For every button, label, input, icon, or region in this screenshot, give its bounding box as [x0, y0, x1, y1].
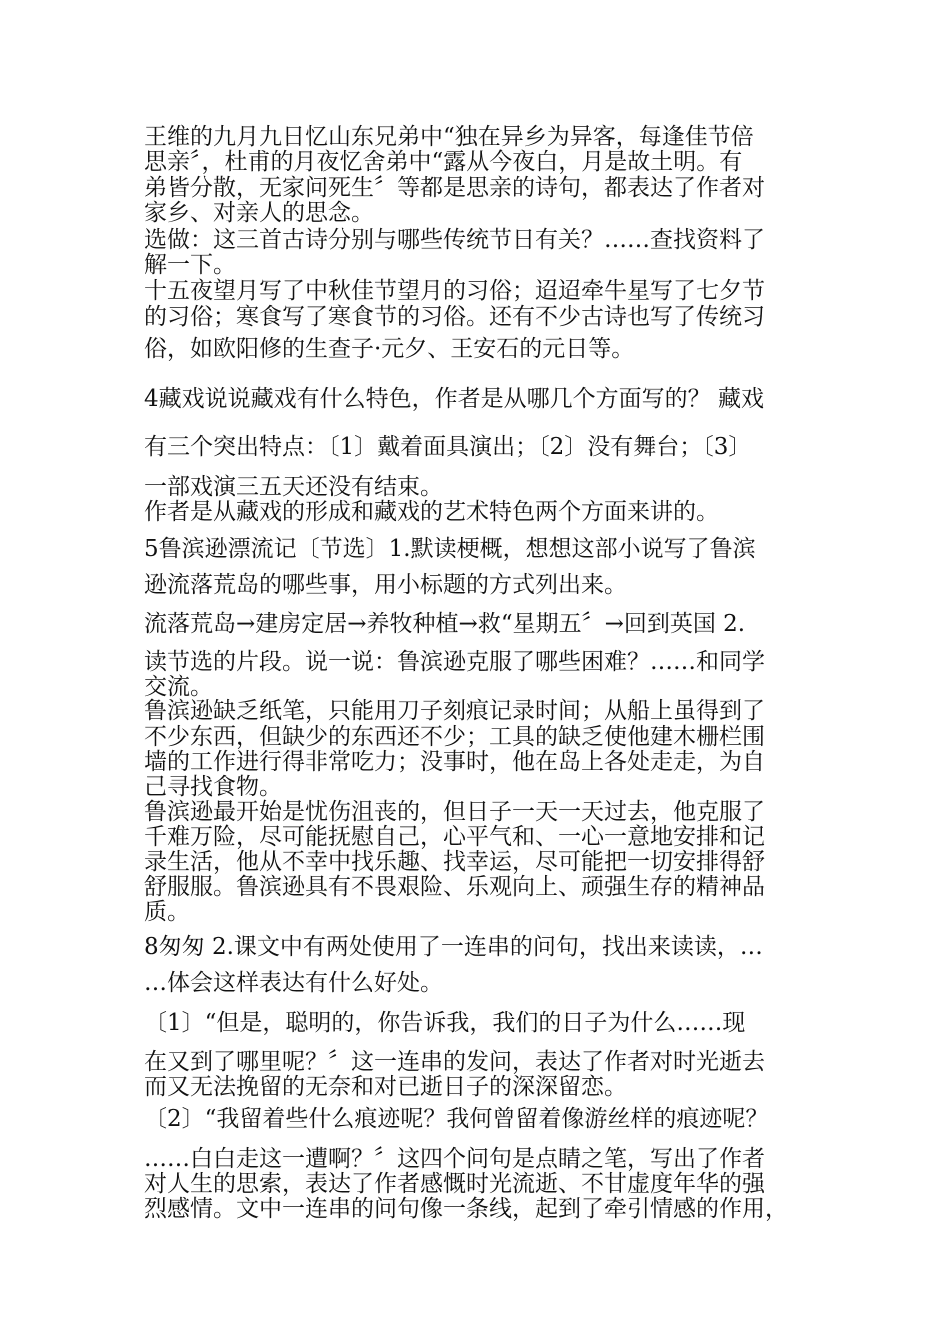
text-line: 8匆匆 2.课文中有两处使用了一连串的问句，找出来读读，… — [144, 934, 763, 960]
text-line: 而又无法挽留的无奈和对已逝日子的深深留恋。 — [144, 1074, 627, 1100]
text-line: 墙的工作进行得非常吃力；没事时，他在岛上各处走走，为自 — [144, 749, 765, 775]
text-line: 千难万险，尽可能抚慰自己，心平气和、一心一意地安排和记 — [144, 824, 765, 850]
text-line: ……白白走这一遭啊？〞这四个问句是点睛之笔，写出了作者 — [144, 1146, 765, 1172]
text-line: 对人生的思索，表达了作者感慨时光流逝、不甘虚度年华的强 — [144, 1171, 765, 1197]
text-line: 思亲〞，杜甫的月夜忆舍弟中“露从今夜白，月是故土明。有 — [144, 149, 743, 175]
text-line: 俗，如欧阳修的生查子·元夕、王安石的元日等。 — [144, 336, 635, 362]
text-line: 流落荒岛→建房定居→养牧种植→救“星期五〞→回到英国 2. — [144, 611, 746, 637]
text-line: 己寻找食物。 — [144, 774, 282, 800]
text-line: 质。 — [144, 899, 190, 925]
text-line: 王维的九月九日忆山东兄弟中“独在异乡为异客，每逢佳节倍 — [144, 124, 754, 150]
text-line: 十五夜望月写了中秋佳节望月的习俗；迢迢牵牛星写了七夕节 — [144, 278, 765, 304]
text-line: 5鲁滨逊漂流记〔节选〕1.默读梗概，想想这部小说写了鲁滨 — [144, 536, 756, 562]
text-line: 选做：这三首古诗分别与哪些传统节日有关？……查找资料了 — [144, 227, 765, 253]
text-line: 舒服服。鲁滨逊具有不畏艰险、乐观向上、顽强生存的精神品 — [144, 874, 765, 900]
text-line: 不少东西，但缺少的东西还不少；工具的缺乏使他建木栅栏围 — [144, 724, 765, 750]
text-line: 逊流落荒岛的哪些事，用小标题的方式列出来。 — [144, 572, 627, 598]
text-line: 读节选的片段。说一说：鲁滨逊克服了哪些困难？……和同学 — [144, 649, 765, 675]
text-line: 录生活，他从不幸中找乐趣、找幸运，尽可能把一切安排得舒 — [144, 849, 765, 875]
text-line: 〔1〕“但是，聪明的，你告诉我，我们的日子为什么……现 — [144, 1010, 746, 1036]
text-line: 在又到了哪里呢？〞这一连串的发问，表达了作者对时光逝去 — [144, 1049, 765, 1075]
text-line: 弟皆分散，无家问死生〞等都是思亲的诗句，都表达了作者对 — [144, 175, 765, 201]
text-line: 4藏戏说说藏戏有什么特色，作者是从哪几个方面写的？ 藏戏 — [144, 386, 764, 412]
text-line: 鲁滨逊缺乏纸笔，只能用刀子刻痕记录时间；从船上虽得到了 — [144, 698, 765, 724]
text-line: 解一下。 — [144, 252, 236, 278]
text-line: 家乡、对亲人的思念。 — [144, 200, 374, 226]
text-line: 有三个突出特点：〔1〕戴着面具演出；〔2〕没有舞台；〔3〕 — [144, 434, 752, 460]
text-line: 鲁滨逊最开始是忧伤沮丧的，但日子一天一天过去，他克服了 — [144, 799, 765, 825]
text-line: 烈感情。文中一连串的问句像一条线，起到了牵引情感的作用， — [144, 1196, 788, 1222]
text-line: 的习俗；寒食写了寒食节的习俗。还有不少古诗也写了传统习 — [144, 304, 765, 330]
text-line: 一部戏演三五天还没有结束。 — [144, 474, 443, 500]
text-line: 作者是从藏戏的形成和藏戏的艺术特色两个方面来讲的。 — [144, 499, 719, 525]
text-line: 交流。 — [144, 674, 213, 700]
text-line: 〔2〕“我留着些什么痕迹呢？我何曾留着像游丝样的痕迹呢？ — [144, 1106, 769, 1132]
text-line: …体会这样表达有什么好处。 — [144, 970, 443, 996]
